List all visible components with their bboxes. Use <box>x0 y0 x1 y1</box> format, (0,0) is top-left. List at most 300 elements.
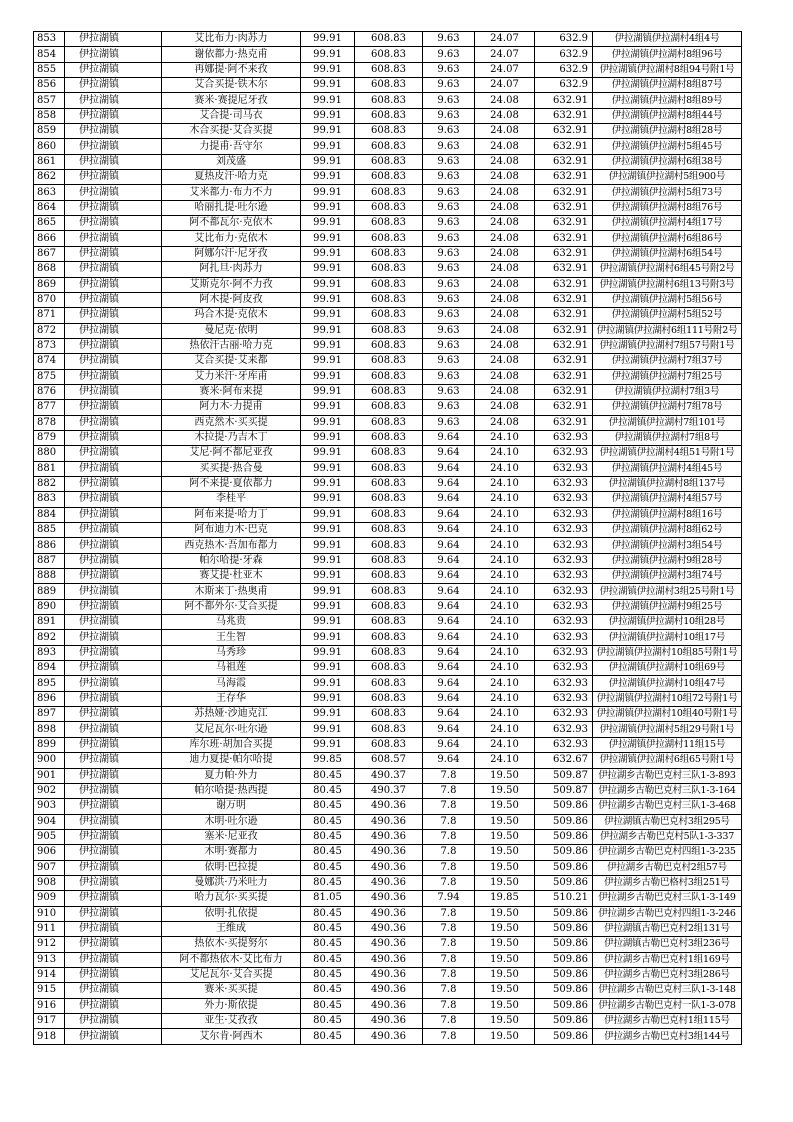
cell-total: 510.21 <box>535 891 593 906</box>
cell-total: 509.87 <box>535 783 593 798</box>
cell-area: 99.91 <box>301 553 355 568</box>
cell-total: 632.91 <box>535 200 593 215</box>
table-row <box>34 430 742 445</box>
cell-v2: 24.08 <box>475 124 535 139</box>
cell-v2: 24.08 <box>475 246 535 261</box>
cell-township: 伊拉湖镇 <box>65 722 162 737</box>
table-row <box>34 124 742 139</box>
cell-no: 879 <box>34 430 65 445</box>
cell-township: 伊拉湖镇 <box>65 569 162 584</box>
cell-address: 伊拉湖镇伊拉湖村6组65号附1号 <box>593 753 742 768</box>
cell-no: 896 <box>34 691 65 706</box>
cell-v2: 24.10 <box>475 707 535 722</box>
table-row <box>34 93 742 108</box>
cell-address: 伊拉湖镇伊拉湖村4组17号 <box>593 216 742 231</box>
cell-address: 伊拉湖乡古勒巴克村1组115号 <box>593 1014 742 1029</box>
table-row <box>34 62 742 77</box>
cell-name: 谢万明 <box>162 799 301 814</box>
cell-v1: 9.63 <box>423 338 475 353</box>
cell-no: 904 <box>34 814 65 829</box>
cell-address: 伊拉湖乡古勒巴克村三队1-3-468 <box>593 799 742 814</box>
cell-no: 865 <box>34 216 65 231</box>
cell-address: 伊拉湖镇伊拉湖村8组62号 <box>593 523 742 538</box>
cell-name: 西克然木·买买提 <box>162 415 301 430</box>
cell-v2: 19.50 <box>475 1014 535 1029</box>
cell-amount: 490.36 <box>355 1029 423 1044</box>
cell-v1: 7.8 <box>423 783 475 798</box>
cell-address: 伊拉湖镇伊拉湖村5组73号 <box>593 185 742 200</box>
cell-township: 伊拉湖镇 <box>65 799 162 814</box>
cell-total: 632.91 <box>535 139 593 154</box>
cell-v2: 24.08 <box>475 93 535 108</box>
cell-township: 伊拉湖镇 <box>65 921 162 936</box>
cell-township: 伊拉湖镇 <box>65 707 162 722</box>
cell-address: 伊拉湖镇伊拉湖村8组28号 <box>593 124 742 139</box>
cell-no: 892 <box>34 630 65 645</box>
cell-v2: 19.50 <box>475 875 535 890</box>
table-row <box>34 139 742 154</box>
cell-total: 509.86 <box>535 829 593 844</box>
cell-v2: 24.08 <box>475 216 535 231</box>
cell-total: 632.93 <box>535 584 593 599</box>
cell-amount: 608.83 <box>355 139 423 154</box>
cell-v2: 19.50 <box>475 1029 535 1044</box>
cell-v2: 24.07 <box>475 62 535 77</box>
cell-v1: 9.64 <box>423 691 475 706</box>
table-row <box>34 845 742 860</box>
cell-v1: 9.63 <box>423 400 475 415</box>
cell-address: 伊拉湖镇伊拉湖村5组45号 <box>593 139 742 154</box>
cell-township: 伊拉湖镇 <box>65 277 162 292</box>
cell-total: 509.86 <box>535 1029 593 1044</box>
cell-v1: 9.63 <box>423 369 475 384</box>
cell-name: 谢依都力·热克甫 <box>162 47 301 62</box>
cell-amount: 608.83 <box>355 722 423 737</box>
cell-address: 伊拉湖镇伊拉湖村5组52号 <box>593 308 742 323</box>
cell-v1: 7.8 <box>423 1029 475 1044</box>
cell-township: 伊拉湖镇 <box>65 860 162 875</box>
cell-area: 99.91 <box>301 369 355 384</box>
cell-v1: 9.63 <box>423 277 475 292</box>
cell-township: 伊拉湖镇 <box>65 661 162 676</box>
cell-total: 509.86 <box>535 1014 593 1029</box>
table-row <box>34 338 742 353</box>
cell-address: 伊拉湖乡古勒巴克村一队1-3-078 <box>593 998 742 1013</box>
cell-v2: 24.08 <box>475 400 535 415</box>
cell-v2: 24.08 <box>475 277 535 292</box>
cell-name: 王存华 <box>162 691 301 706</box>
table-row <box>34 829 742 844</box>
cell-total: 509.86 <box>535 967 593 982</box>
cell-no: 916 <box>34 998 65 1013</box>
cell-township: 伊拉湖镇 <box>65 983 162 998</box>
cell-amount: 608.83 <box>355 354 423 369</box>
cell-township: 伊拉湖镇 <box>65 231 162 246</box>
cell-name: 艾比布力·肉苏力 <box>162 32 301 47</box>
cell-name: 阿木提·阿皮孜 <box>162 292 301 307</box>
cell-area: 80.45 <box>301 860 355 875</box>
cell-v1: 9.63 <box>423 185 475 200</box>
cell-no: 886 <box>34 538 65 553</box>
cell-v2: 24.08 <box>475 185 535 200</box>
cell-total: 509.86 <box>535 799 593 814</box>
table-row <box>34 47 742 62</box>
cell-v1: 9.64 <box>423 584 475 599</box>
cell-area: 99.91 <box>301 584 355 599</box>
cell-total: 632.91 <box>535 124 593 139</box>
cell-v2: 19.50 <box>475 937 535 952</box>
cell-address: 伊拉湖乡古勒巴克村3组144号 <box>593 1029 742 1044</box>
table-row <box>34 1029 742 1044</box>
cell-amount: 608.83 <box>355 538 423 553</box>
cell-area: 80.45 <box>301 967 355 982</box>
cell-amount: 608.83 <box>355 124 423 139</box>
cell-amount: 490.37 <box>355 768 423 783</box>
cell-v2: 24.08 <box>475 338 535 353</box>
cell-township: 伊拉湖镇 <box>65 185 162 200</box>
cell-v1: 9.64 <box>423 630 475 645</box>
cell-area: 99.91 <box>301 216 355 231</box>
cell-v1: 9.63 <box>423 47 475 62</box>
table-body <box>34 32 742 1045</box>
cell-address: 伊拉湖镇伊拉湖村3组74号 <box>593 569 742 584</box>
cell-v1: 7.8 <box>423 768 475 783</box>
table-row <box>34 906 742 921</box>
cell-amount: 490.36 <box>355 829 423 844</box>
cell-amount: 490.36 <box>355 799 423 814</box>
cell-v2: 24.10 <box>475 722 535 737</box>
cell-address: 伊拉湖镇伊拉湖村7组78号 <box>593 400 742 415</box>
cell-no: 911 <box>34 921 65 936</box>
cell-area: 99.91 <box>301 338 355 353</box>
cell-address: 伊拉湖镇伊拉湖村7组3号 <box>593 384 742 399</box>
cell-v1: 9.64 <box>423 492 475 507</box>
cell-amount: 490.36 <box>355 875 423 890</box>
cell-v1: 9.64 <box>423 645 475 660</box>
cell-area: 99.91 <box>301 430 355 445</box>
cell-amount: 608.83 <box>355 661 423 676</box>
table-row <box>34 722 742 737</box>
cell-total: 632.93 <box>535 430 593 445</box>
cell-total: 632.93 <box>535 645 593 660</box>
cell-total: 632.93 <box>535 691 593 706</box>
table-row <box>34 737 742 752</box>
cell-total: 632.91 <box>535 154 593 169</box>
cell-name: 库尔班·胡加合买提 <box>162 737 301 752</box>
cell-amount: 608.57 <box>355 753 423 768</box>
table-row <box>34 661 742 676</box>
cell-amount: 608.83 <box>355 323 423 338</box>
cell-township: 伊拉湖镇 <box>65 415 162 430</box>
cell-no: 908 <box>34 875 65 890</box>
cell-address: 伊拉湖镇伊拉湖村10组40号附1号 <box>593 707 742 722</box>
cell-address: 伊拉湖镇伊拉湖村10组72号附1号 <box>593 691 742 706</box>
cell-amount: 608.83 <box>355 185 423 200</box>
cell-no: 861 <box>34 154 65 169</box>
table-row <box>34 216 742 231</box>
cell-v2: 24.10 <box>475 691 535 706</box>
cell-v1: 9.64 <box>423 737 475 752</box>
cell-v1: 9.63 <box>423 124 475 139</box>
cell-no: 885 <box>34 523 65 538</box>
table-row <box>34 446 742 461</box>
cell-v1: 9.63 <box>423 308 475 323</box>
cell-total: 632.91 <box>535 400 593 415</box>
cell-name: 塞米·尼亚孜 <box>162 829 301 844</box>
cell-township: 伊拉湖镇 <box>65 476 162 491</box>
cell-name: 曼尼克·依明 <box>162 323 301 338</box>
cell-v2: 19.50 <box>475 829 535 844</box>
cell-total: 632.91 <box>535 308 593 323</box>
cell-v1: 9.64 <box>423 753 475 768</box>
cell-township: 伊拉湖镇 <box>65 737 162 752</box>
cell-area: 99.91 <box>301 323 355 338</box>
cell-v2: 24.08 <box>475 415 535 430</box>
cell-township: 伊拉湖镇 <box>65 200 162 215</box>
cell-area: 99.91 <box>301 461 355 476</box>
cell-area: 80.45 <box>301 845 355 860</box>
cell-no: 858 <box>34 108 65 123</box>
cell-total: 632.9 <box>535 32 593 47</box>
cell-township: 伊拉湖镇 <box>65 216 162 231</box>
cell-amount: 490.36 <box>355 891 423 906</box>
table-row <box>34 983 742 998</box>
cell-name: 赛米·买买提 <box>162 983 301 998</box>
cell-no: 906 <box>34 845 65 860</box>
cell-no: 881 <box>34 461 65 476</box>
cell-name: 阿不都瓦尔·克依木 <box>162 216 301 231</box>
cell-township: 伊拉湖镇 <box>65 676 162 691</box>
cell-no: 875 <box>34 369 65 384</box>
cell-v2: 24.08 <box>475 154 535 169</box>
cell-township: 伊拉湖镇 <box>65 384 162 399</box>
cell-amount: 608.83 <box>355 523 423 538</box>
table-row <box>34 200 742 215</box>
cell-address: 伊拉湖镇古勒巴克村3组236号 <box>593 937 742 952</box>
cell-amount: 608.83 <box>355 400 423 415</box>
cell-total: 632.91 <box>535 384 593 399</box>
cell-v2: 24.10 <box>475 676 535 691</box>
cell-v1: 9.64 <box>423 707 475 722</box>
cell-address: 伊拉湖镇伊拉湖村10组85号附1号 <box>593 645 742 660</box>
cell-address: 伊拉湖镇伊拉湖村5组29号附1号 <box>593 722 742 737</box>
cell-amount: 608.83 <box>355 78 423 93</box>
cell-v1: 9.63 <box>423 154 475 169</box>
cell-amount: 490.36 <box>355 952 423 967</box>
cell-township: 伊拉湖镇 <box>65 93 162 108</box>
cell-v1: 9.64 <box>423 507 475 522</box>
cell-name: 外力·斯依提 <box>162 998 301 1013</box>
cell-v1: 9.64 <box>423 538 475 553</box>
table-row <box>34 707 742 722</box>
cell-v1: 7.8 <box>423 906 475 921</box>
cell-v2: 24.10 <box>475 661 535 676</box>
cell-v1: 9.63 <box>423 32 475 47</box>
cell-v1: 9.64 <box>423 661 475 676</box>
cell-total: 632.91 <box>535 170 593 185</box>
cell-area: 80.45 <box>301 921 355 936</box>
cell-amount: 608.83 <box>355 93 423 108</box>
table-row <box>34 492 742 507</box>
cell-no: 912 <box>34 937 65 952</box>
cell-v2: 24.08 <box>475 369 535 384</box>
cell-name: 马秀珍 <box>162 645 301 660</box>
cell-amount: 608.83 <box>355 599 423 614</box>
cell-v2: 24.10 <box>475 645 535 660</box>
cell-area: 99.91 <box>301 93 355 108</box>
cell-area: 99.91 <box>301 200 355 215</box>
cell-v1: 9.64 <box>423 461 475 476</box>
cell-v1: 9.63 <box>423 93 475 108</box>
cell-address: 伊拉湖镇伊拉湖村3组25号附1号 <box>593 584 742 599</box>
cell-address: 伊拉湖乡古勒巴克村四组1-3-246 <box>593 906 742 921</box>
cell-amount: 608.83 <box>355 430 423 445</box>
table-row <box>34 384 742 399</box>
cell-no: 901 <box>34 768 65 783</box>
cell-area: 80.45 <box>301 1014 355 1029</box>
cell-area: 99.91 <box>301 630 355 645</box>
cell-address: 伊拉湖镇古勒巴克村3组295号 <box>593 814 742 829</box>
cell-no: 917 <box>34 1014 65 1029</box>
cell-v2: 24.08 <box>475 384 535 399</box>
cell-amount: 608.83 <box>355 584 423 599</box>
cell-township: 伊拉湖镇 <box>65 891 162 906</box>
cell-area: 80.45 <box>301 829 355 844</box>
cell-area: 99.91 <box>301 62 355 77</box>
cell-name: 西克热木·吾加布都力 <box>162 538 301 553</box>
cell-total: 632.91 <box>535 292 593 307</box>
cell-no: 899 <box>34 737 65 752</box>
cell-v2: 19.50 <box>475 860 535 875</box>
cell-address: 伊拉湖镇伊拉湖村7组101号 <box>593 415 742 430</box>
cell-total: 632.91 <box>535 277 593 292</box>
cell-area: 99.91 <box>301 78 355 93</box>
cell-v1: 7.8 <box>423 998 475 1013</box>
cell-v2: 24.10 <box>475 615 535 630</box>
cell-township: 伊拉湖镇 <box>65 523 162 538</box>
cell-address: 伊拉湖乡古勒巴克村三队1-3-148 <box>593 983 742 998</box>
register-table <box>33 31 742 1045</box>
cell-v1: 7.8 <box>423 983 475 998</box>
cell-v2: 19.50 <box>475 967 535 982</box>
cell-address: 伊拉湖乡古勒巴克村三队1-3-149 <box>593 891 742 906</box>
cell-area: 99.91 <box>301 707 355 722</box>
cell-v2: 24.07 <box>475 78 535 93</box>
cell-name: 依明·巴拉提 <box>162 860 301 875</box>
cell-township: 伊拉湖镇 <box>65 691 162 706</box>
cell-amount: 490.37 <box>355 783 423 798</box>
cell-no: 915 <box>34 983 65 998</box>
cell-name: 艾斯克尔·阿不力孜 <box>162 277 301 292</box>
cell-v1: 7.8 <box>423 799 475 814</box>
cell-no: 855 <box>34 62 65 77</box>
table-row <box>34 292 742 307</box>
cell-amount: 490.36 <box>355 845 423 860</box>
cell-v1: 9.63 <box>423 62 475 77</box>
table-row <box>34 170 742 185</box>
cell-amount: 608.83 <box>355 277 423 292</box>
cell-total: 632.91 <box>535 216 593 231</box>
cell-address: 伊拉湖镇伊拉湖村8组94号附1号 <box>593 62 742 77</box>
cell-name: 帕尔哈提·热西提 <box>162 783 301 798</box>
cell-area: 99.91 <box>301 262 355 277</box>
cell-no: 898 <box>34 722 65 737</box>
cell-total: 509.87 <box>535 768 593 783</box>
table-row <box>34 507 742 522</box>
cell-v2: 24.07 <box>475 32 535 47</box>
cell-area: 99.91 <box>301 231 355 246</box>
cell-v2: 24.10 <box>475 753 535 768</box>
cell-amount: 608.83 <box>355 507 423 522</box>
cell-township: 伊拉湖镇 <box>65 246 162 261</box>
cell-area: 80.45 <box>301 906 355 921</box>
table-row <box>34 523 742 538</box>
cell-township: 伊拉湖镇 <box>65 845 162 860</box>
cell-v2: 24.08 <box>475 170 535 185</box>
cell-no: 857 <box>34 93 65 108</box>
cell-total: 632.91 <box>535 369 593 384</box>
cell-v2: 19.50 <box>475 783 535 798</box>
cell-amount: 608.83 <box>355 645 423 660</box>
cell-area: 80.45 <box>301 768 355 783</box>
cell-amount: 608.83 <box>355 707 423 722</box>
cell-no: 891 <box>34 615 65 630</box>
cell-total: 632.9 <box>535 47 593 62</box>
cell-address: 伊拉湖镇伊拉湖村4组4号 <box>593 32 742 47</box>
cell-total: 509.86 <box>535 845 593 860</box>
cell-no: 918 <box>34 1029 65 1044</box>
cell-v2: 24.08 <box>475 292 535 307</box>
cell-name: 李桂平 <box>162 492 301 507</box>
cell-v1: 9.63 <box>423 231 475 246</box>
cell-area: 99.91 <box>301 722 355 737</box>
cell-no: 900 <box>34 753 65 768</box>
table-row <box>34 645 742 660</box>
cell-address: 伊拉湖镇伊拉湖村7组37号 <box>593 354 742 369</box>
cell-area: 99.91 <box>301 139 355 154</box>
cell-address: 伊拉湖镇伊拉湖村3组54号 <box>593 538 742 553</box>
table-row <box>34 676 742 691</box>
table-row <box>34 32 742 47</box>
cell-township: 伊拉湖镇 <box>65 139 162 154</box>
cell-area: 80.45 <box>301 875 355 890</box>
cell-v1: 9.63 <box>423 246 475 261</box>
cell-address: 伊拉湖乡古勒巴格村3组251号 <box>593 875 742 890</box>
cell-total: 632.93 <box>535 507 593 522</box>
cell-amount: 608.83 <box>355 108 423 123</box>
cell-total: 509.86 <box>535 937 593 952</box>
cell-name: 苏热娅·沙迪克江 <box>162 707 301 722</box>
cell-area: 99.91 <box>301 32 355 47</box>
cell-total: 509.86 <box>535 983 593 998</box>
cell-v2: 24.10 <box>475 492 535 507</box>
cell-area: 99.91 <box>301 124 355 139</box>
cell-total: 632.91 <box>535 323 593 338</box>
cell-township: 伊拉湖镇 <box>65 814 162 829</box>
cell-name: 阿不都热依木·艾比布力 <box>162 952 301 967</box>
cell-area: 99.91 <box>301 523 355 538</box>
cell-township: 伊拉湖镇 <box>65 645 162 660</box>
table-row <box>34 246 742 261</box>
cell-amount: 608.83 <box>355 676 423 691</box>
cell-v1: 7.8 <box>423 845 475 860</box>
cell-v1: 9.64 <box>423 523 475 538</box>
cell-total: 632.93 <box>535 661 593 676</box>
cell-township: 伊拉湖镇 <box>65 154 162 169</box>
cell-v1: 7.8 <box>423 967 475 982</box>
cell-township: 伊拉湖镇 <box>65 400 162 415</box>
cell-no: 882 <box>34 476 65 491</box>
